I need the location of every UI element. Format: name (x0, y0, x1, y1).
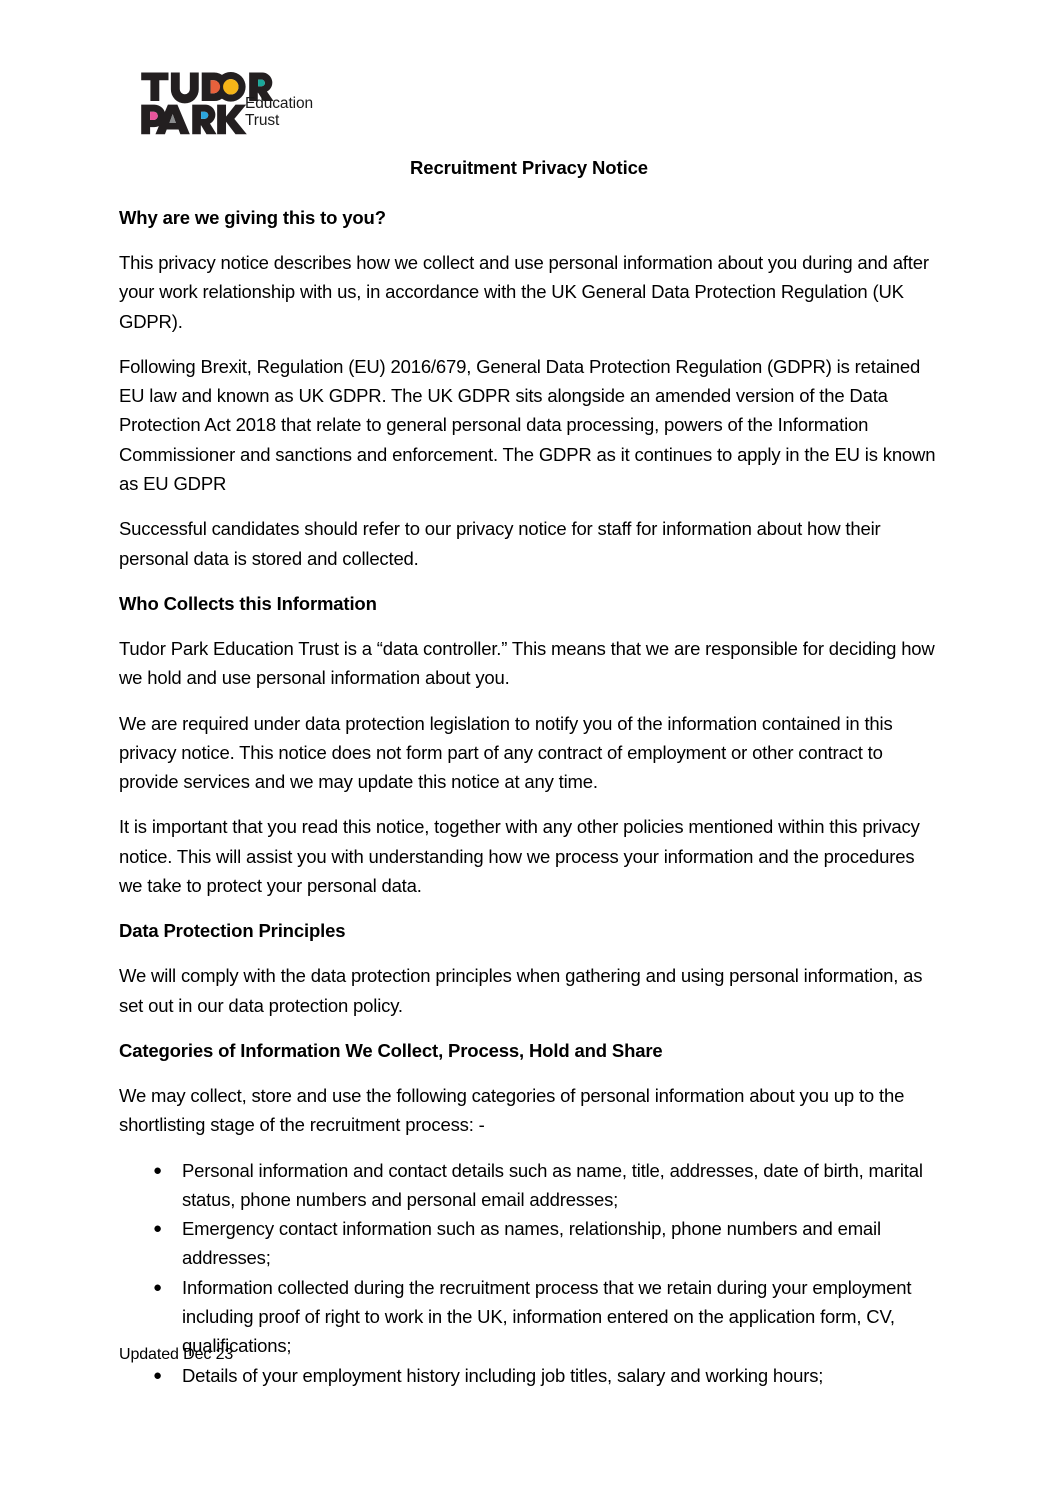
page-title: Recruitment Privacy Notice (410, 157, 648, 178)
paragraph-may-collect-store-use: We may collect, store and use the following categories of personal information about you up to the shortlisting stage of the recruitment process: - (119, 1084, 905, 1136)
paragraph-important-read-notice: It is important that you read this notice, together with any other policies mentioned within this privacy notice. This will assist you with understanding how we process your information and the procedures we take to protect your personal data. (119, 816, 920, 897)
list-item-label: Personal information and contact details such as name, title, addresses, date of birth, marital status, phone numbers and personal email addresses; (182, 1159, 923, 1210)
spacer (119, 796, 941, 812)
document-body (119, 203, 941, 1390)
logo-tagline (245, 96, 313, 129)
logo-tagline-line2: Trust (245, 111, 280, 129)
list-item (119, 1214, 941, 1273)
paragraph-successful-candidates: Successful candidates should refer to our privacy notice for staff for information about how their personal data is stored and collected. (119, 518, 881, 569)
logo-counter-r2 (201, 112, 208, 119)
section-heading-data-protection-principles: Data Protection Principles (119, 920, 346, 942)
logo-counter-o (223, 79, 238, 94)
bullet-icon: ● (153, 1278, 162, 1296)
paragraph-data-controller: Tudor Park Education Trust is a “data controller.” This means that we are responsible for deciding how we hold and use personal information about you. (119, 637, 935, 689)
section-heading-why-are-we-giving-this-to-you: Why are we giving this to you? (119, 207, 386, 228)
spacer (119, 336, 941, 352)
spacer (119, 618, 941, 634)
spacer (119, 693, 941, 709)
spacer (119, 573, 941, 589)
spacer (119, 1020, 941, 1036)
spacer (119, 498, 941, 514)
list-item-label: Details of your employment history including job titles, salary and working hours; (182, 1364, 824, 1386)
list-item (119, 1156, 941, 1215)
paragraph-required-under-legislation: We are required under data protection legislation to notify you of the information contained in this privacy notice. This notice does not form part of any contract of employment or other contract to provide services and we may update this notice at any time. (119, 712, 893, 793)
paragraph-comply-with-principles: We will comply with the data protection principles when gathering and using personal information, as set out in our data protection policy. (119, 965, 923, 1016)
bullet-icon: ● (153, 1161, 162, 1179)
logo-counter-r (258, 80, 265, 87)
spacer (119, 1065, 941, 1081)
paragraph-privacy-notice-describes: This privacy notice describes how we collect and use personal information about you during and after your work relationship with us, in accordance with the UK General Data Protection Regulation (UK GDPR). (119, 252, 929, 332)
logo-tagline-line1: Education (245, 95, 314, 112)
section-heading-categories-of-information: Categories of Information We Collect, Process, Hold and Share (119, 1039, 663, 1061)
list-item (119, 1273, 941, 1361)
logo-word-park (141, 105, 247, 135)
categories-bullet-list (119, 1156, 941, 1390)
section-heading-who-collects-this-information: Who Collects this Information (119, 592, 377, 614)
spacer (119, 900, 941, 916)
footer-updated-note: Updated Dec 23 (119, 1346, 234, 1363)
spacer (119, 1140, 941, 1156)
bullet-icon: ● (153, 1220, 162, 1238)
list-item-label: Information collected during the recruitment process that we retain during your employment including proof of right to work in the UK, information entered on the application form, CV, qualifications; (182, 1276, 912, 1357)
spacer (119, 945, 941, 961)
bullet-icon: ● (153, 1366, 162, 1384)
list-item (119, 1361, 941, 1390)
paragraph-following-brexit: Following Brexit, Regulation (EU) 2016/679, General Data Protection Regulation (GDPR) is retained EU law and known as UK GDPR. The UK GDPR sits alongside an amended version of the Data Protection Act 2018 that relate to general personal data processing, powers of the Information Commissioner and sanctions and enforcement. The GDPR as it continues to apply in the EU is known as EU GDPR (119, 355, 936, 495)
tudor-park-education-trust-logo (133, 60, 319, 146)
spacer (119, 232, 941, 248)
list-item-label: Emergency contact information such as names, relationship, phone numbers and email addresses; (182, 1218, 881, 1269)
